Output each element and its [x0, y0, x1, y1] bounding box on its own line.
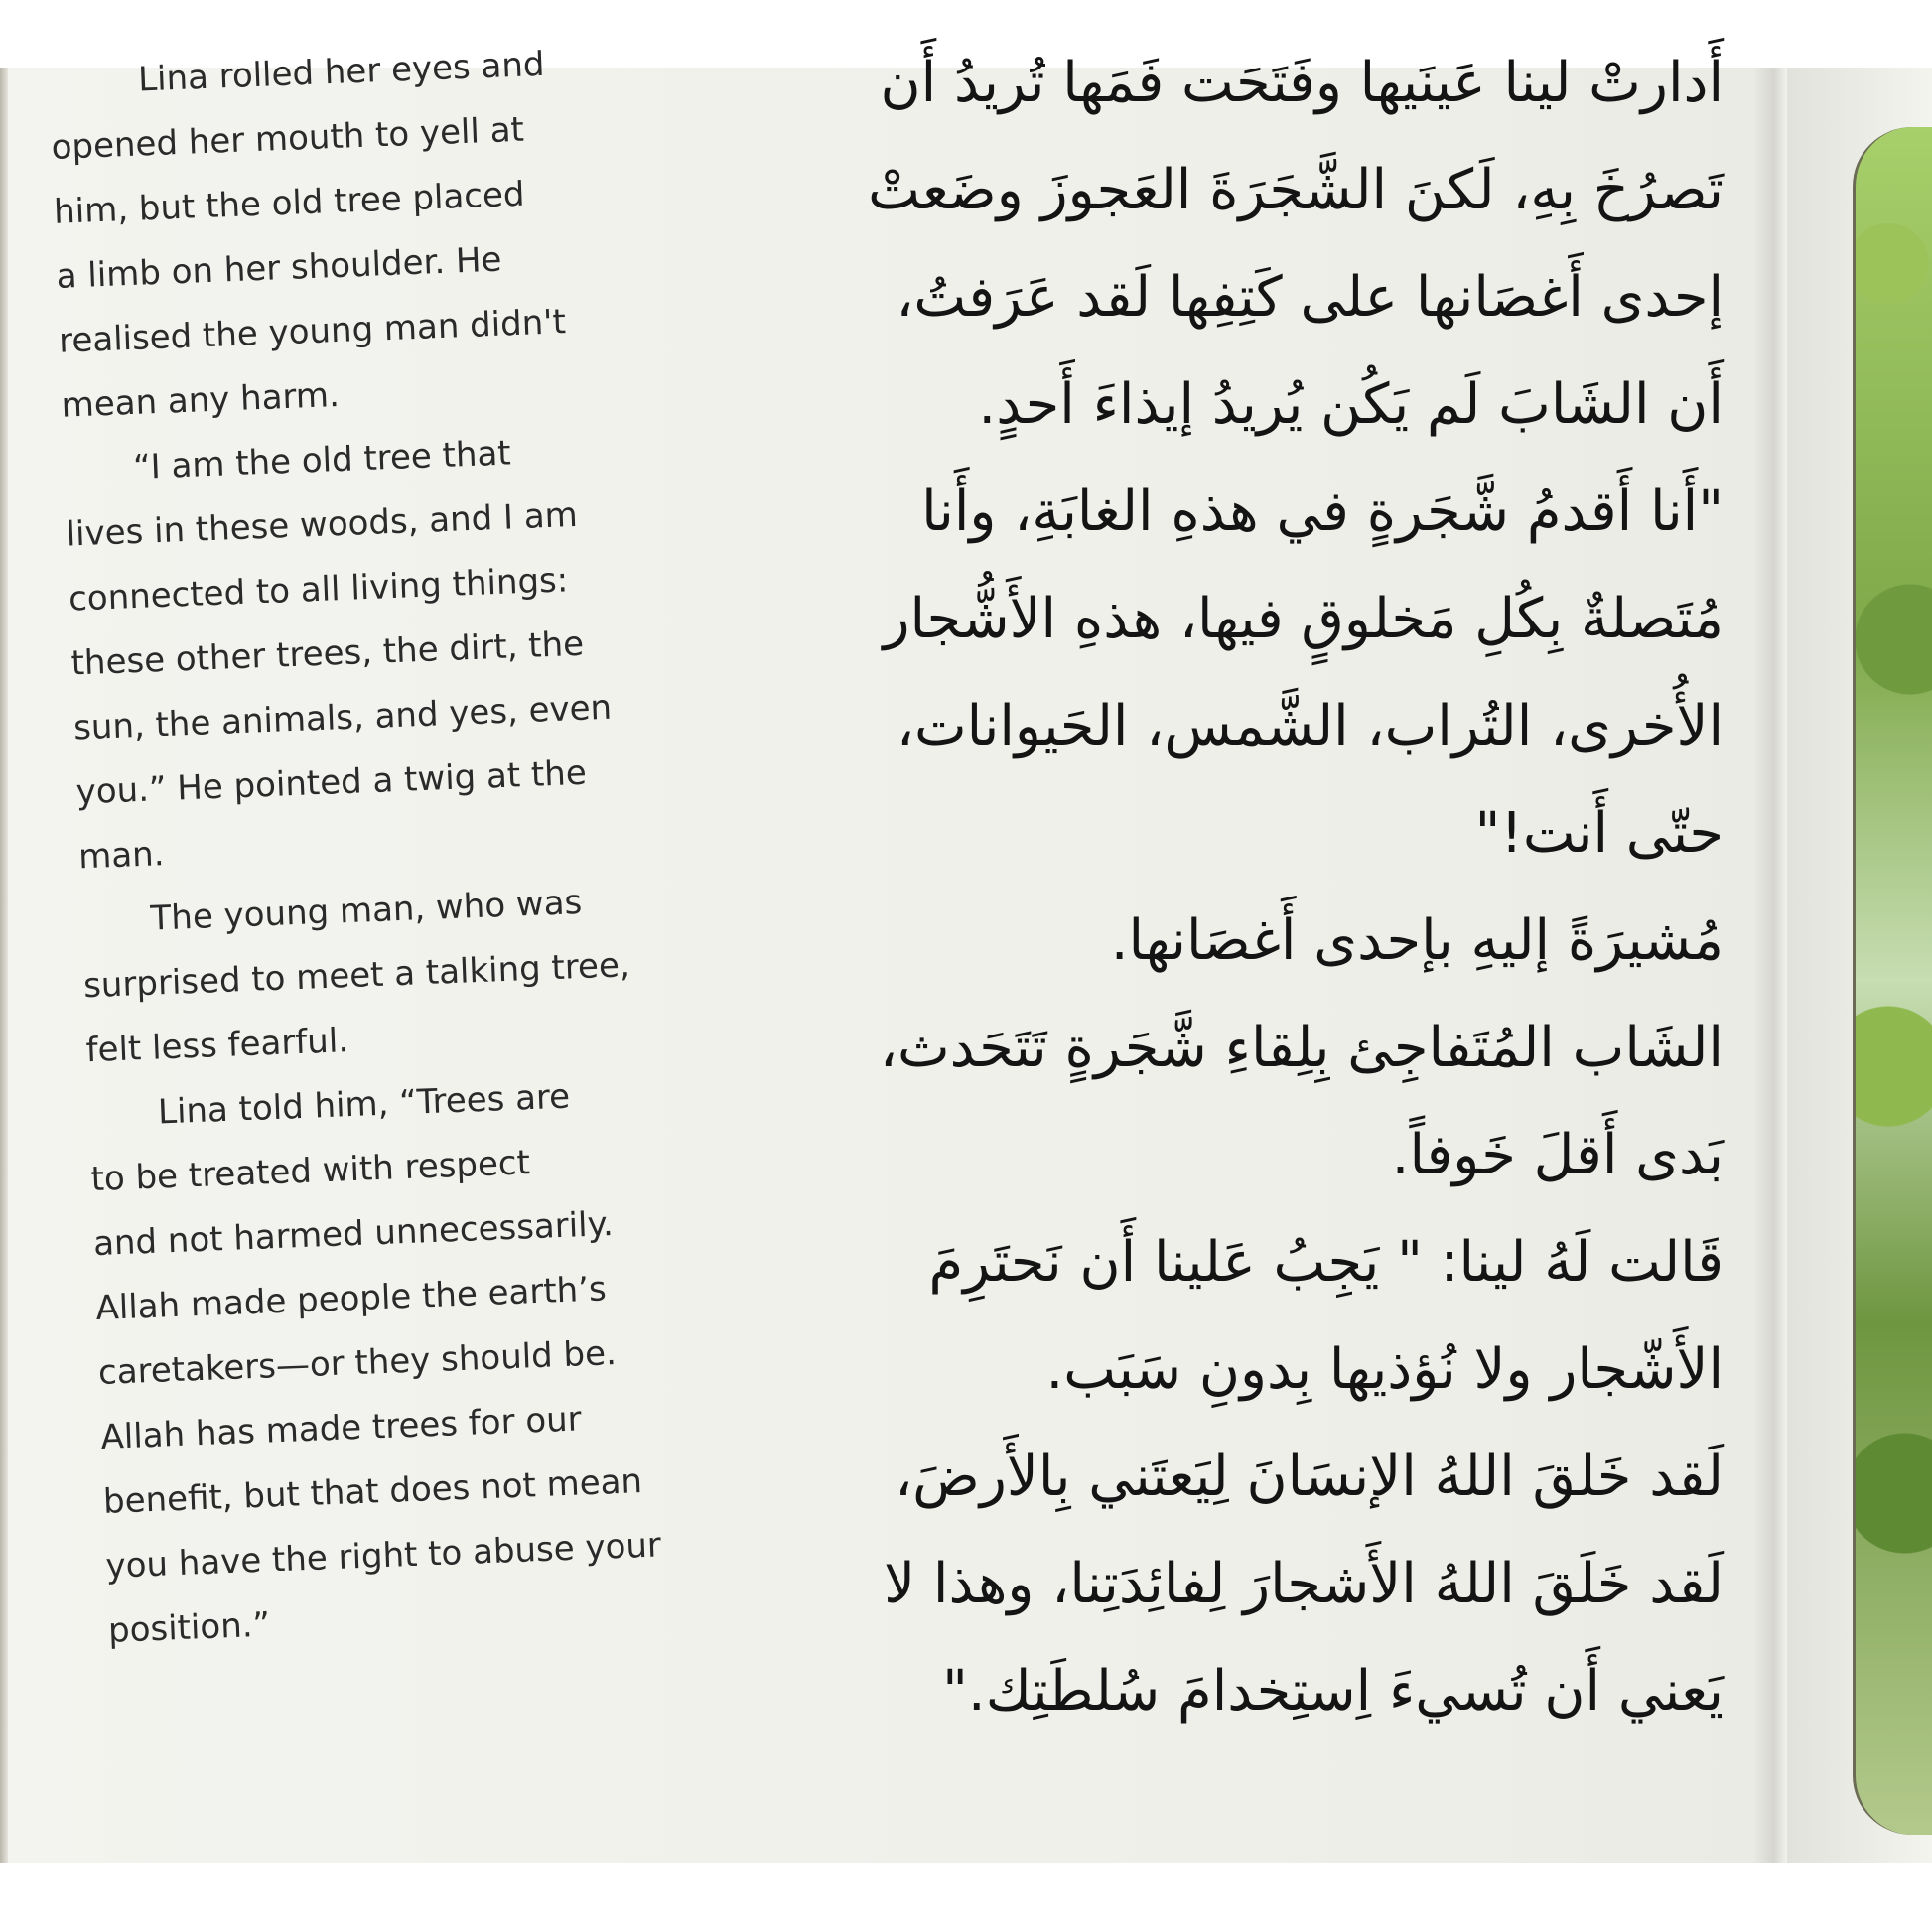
english-line: man. [77, 834, 166, 878]
english-line: you.” He pointed a twig at the [74, 753, 588, 813]
english-line: realised the young man didn't [58, 302, 567, 361]
page-crease [1753, 68, 1787, 1863]
arabic-line: مُتَصلةٌ بِكُلِ مَخلوقٍ فيها، هذهِ الأَشُّجار [883, 587, 1724, 651]
tree-illustration [1853, 127, 1932, 1835]
book-binding [0, 68, 8, 1863]
arabic-line: يَعني أَن تُسيءَ اِستِخدامَ سُلطَتِك." [942, 1659, 1724, 1724]
english-line: Lina told him, “Trees are [157, 1076, 571, 1133]
english-line: and not harmed unnecessarily. [92, 1204, 615, 1265]
english-line: Allah made people the earth’s [94, 1269, 608, 1329]
arabic-line: حتّى أَنت!" [1474, 801, 1724, 866]
arabic-line: الأَشّجار ولا نُؤذيها بِدونِ سَبَب. [1045, 1337, 1724, 1402]
arabic-line: لَقد خَلَقَ اللهُ الأَشجارَ لِفائِدَتِنا، وهذا لا [884, 1552, 1724, 1616]
arabic-line: الشَاب المُتَفاجِئ بِلِقاءِ شَّجَرةٍ تَتَحَدث، [879, 1016, 1724, 1080]
english-line: mean any harm. [60, 374, 341, 426]
arabic-line: أَدارتْ لينا عَينَيها وفَتَحَت فَمَها تُريدُ أَن [880, 51, 1724, 115]
english-line: him, but the old tree placed [53, 174, 526, 232]
arabic-line: لَقد خَلقَ اللهُ الإنسَانَ لِيَعتَني بِالأَرضَ، [895, 1445, 1724, 1509]
english-line: position.” [107, 1604, 271, 1651]
english-line: benefit, but that does not mean [102, 1461, 643, 1522]
arabic-line: "أَنا أَقدمُ شَّجَرةٍ في هذهِ الغابَةِ، وأَنا [921, 480, 1724, 544]
english-line: Lina rolled her eyes and [137, 44, 546, 100]
english-line: The young man, who was [149, 882, 583, 939]
english-line: “I am the old tree that [132, 433, 512, 487]
arabic-line: أَن الشَابَ لَم يَكُن يُريدُ إيذاءَ أَحدٍ. [978, 372, 1724, 437]
english-line: you have the right to abuse your [104, 1525, 662, 1587]
arabic-line: قَالت لَهُ لينا: " يَجِبُ عَلينا أَن نَحتَرِمَ [928, 1230, 1724, 1295]
english-line: these other trees, the dirt, the [69, 623, 585, 684]
english-line: caretakers—or they should be. [97, 1332, 618, 1394]
english-line: felt less fearful. [84, 1021, 349, 1071]
arabic-line: بَدى أَقلَ خَوفاً. [1391, 1123, 1724, 1187]
arabic-line: الأُخرى، التُراب، الشَّمس، الحَيوانات، [896, 694, 1724, 759]
english-line: lives in these woods, and I am [65, 494, 579, 555]
english-line: connected to all living things: [68, 560, 569, 620]
english-line: Allah has made trees for our [99, 1399, 583, 1457]
english-line: to be treated with respect [89, 1143, 531, 1200]
arabic-text-block [780, 30, 1724, 1745]
english-text-block [48, 26, 784, 1664]
english-line: a limb on her shoulder. He [55, 239, 503, 297]
english-line: opened her mouth to yell at [50, 109, 525, 168]
arabic-line: مُشيرَةً إليهِ بإحدى أَغصَانها. [1110, 908, 1724, 973]
english-line: sun, the animals, and yes, even [72, 687, 613, 749]
english-line: surprised to meet a talking tree, [82, 945, 631, 1007]
arabic-line: إحدى أَغصَانها على كَتِفِها لَقد عَرَفتُ، [896, 265, 1724, 330]
arabic-line: تَصرُخَ بِهِ، لَكنَ الشَّجَرَةَ العَجوزَ وضَعتْ [868, 158, 1724, 222]
